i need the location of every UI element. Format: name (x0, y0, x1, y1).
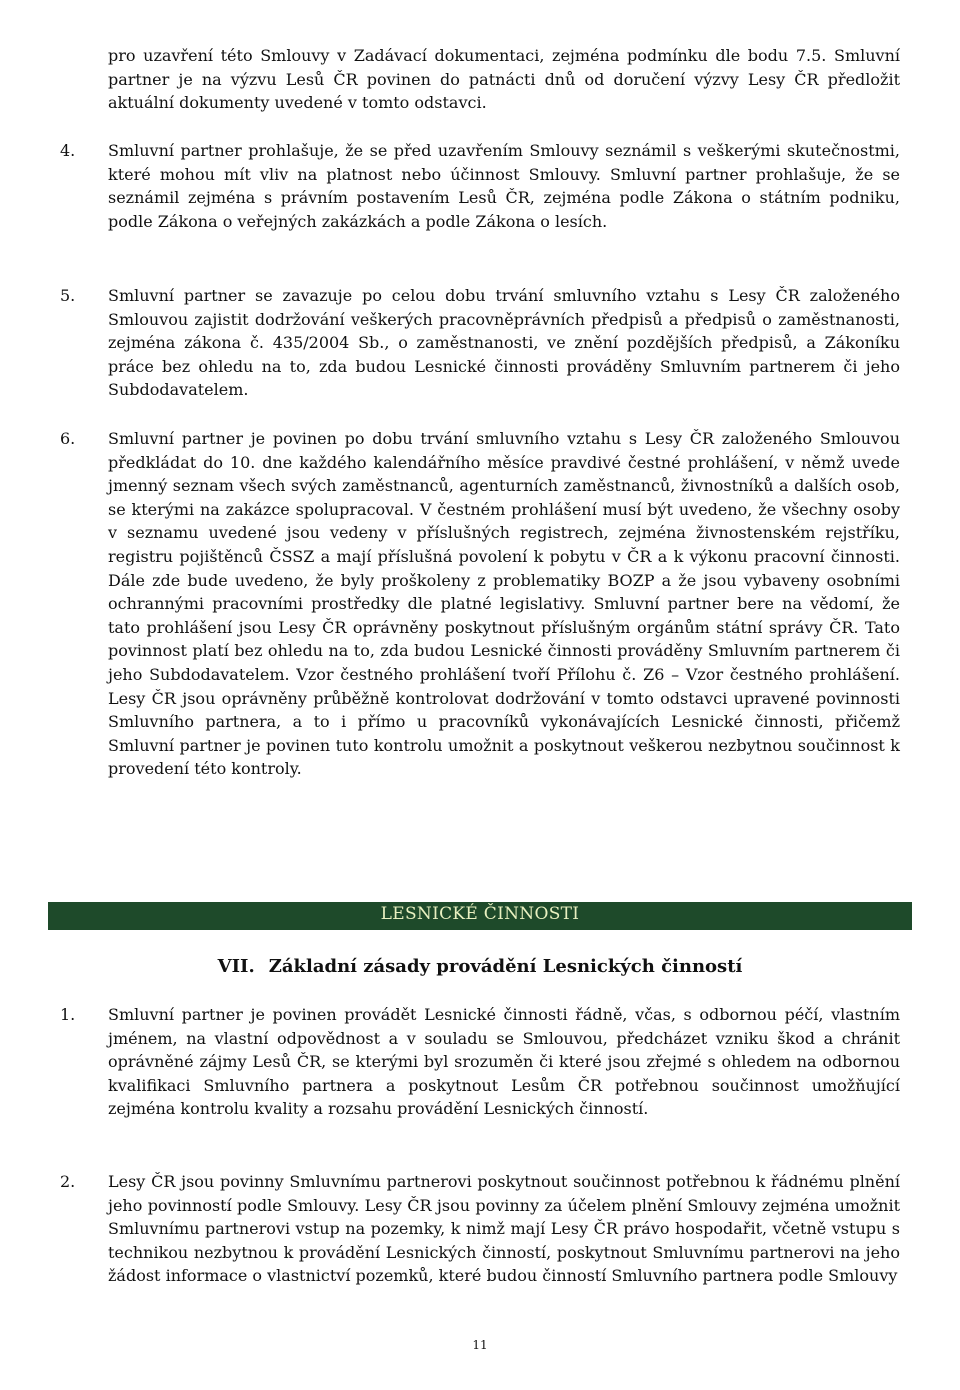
page-number: 11 (472, 1338, 488, 1352)
section-title: Základní zásady provádění Lesnických činností (268, 956, 743, 977)
section-banner-title: LESNICKÉ ČINNOSTI (380, 904, 580, 924)
item-paragraph-6: Smluvní partner je povinen po dobu trvání smluvního vztahu s Lesy ČR založeného Smlouvou předkládat do 10. dne každého kalendářního měsíce pravdivé čestné prohlášení, v němž uvede jmenný seznam všech svých zaměstnanců, agenturních zaměstnanců, živnostníků a dalších osob, se kterými na zakázce spolupracoval. V čestném prohlášení musí být uvedeno, že všechny osoby v seznamu uvedené jsou vedeny v příslušných registrech, zejména živnostenském rejstříku, registru pojištěnců ČSSZ a mají příslušná povolení k pobytu v ČR a k výkonu pracovní činnosti. Dále zde bude uvedeno, že byly proškoleny z problematiky BOZP a že jsou vybaveny osobními ochrannými pracovními prostředky dle platné legislativy. Smluvní partner bere na vědomí, že tato prohlášení jsou Lesy ČR oprávněny poskytnout příslušným orgánům státní správy ČR. Tato povinnost platí bez ohledu na to, zda budou Lesnické činnosti prováděny Smluvním partnerem či jeho Subdodavatelem. Vzor čestného prohlášení tvoří Přílohu č. Z6 – Vzor čestného prohlášení. Lesy ČR jsou oprávněny průběžně kontrolovat dodržování v tomto odstavci upravené povinnosti Smluvního partnera, a to i přímo u pracovníků vykonávajících Lesnické činnosti, přičemž Smluvní partner je povinen tuto kontrolu umožnit a poskytnout veškerou nezbytnou součinnost k provedení této kontroly. (108, 429, 900, 779)
item-number-5: 5. (60, 286, 76, 305)
item-paragraph-1: Smluvní partner je povinen provádět Lesnické činnosti řádně, včas, s odbornou péčí, vlastním jménem, na vlastní odpovědnost a v souladu se Smlouvou, předcházet vzniku škod a chránit oprávněné zájmy Lesů ČR, se kterými byl srozuměn či které jsou zřejmé s ohledem na odbornou kvalifikaci Smluvního partnera a poskytnout Lesům ČR potřebnou součinnost umožňující zejména kontrolu kvality a rozsahu provádění Lesnických činností. (108, 1005, 900, 1119)
item-paragraph-4: Smluvní partner prohlašuje, že se před uzavřením Smlouvy seznámil s veškerými skutečnostmi, které mohou mít vliv na platnost nebo účinnost Smlouvy. Smluvní partner prohlašuje, že se seznámil zejména s právním postavením Lesů ČR, zejména podle Zákona o státním podniku, podle Zákona o veřejných zakázkách a podle Zákona o lesích. (108, 141, 900, 231)
item-paragraph-2: Lesy ČR jsou povinny Smluvnímu partnerovi poskytnout součinnost potřebnou k řádnému plnění jeho povinností podle Smlouvy. Lesy ČR jsou povinny za účelem plnění Smlouvy zejména umožnit Smluvnímu partnerovi vstup na pozemky, k nimž mají Lesy ČR právo hospodařit, včetně vstupu s technikou nezbytnou k provádění Lesnických činností, poskytnout Smluvnímu partnerovi na jeho žádost informace o vlastnictví pozemků, které budou činností Smluvního partnera podle Smlouvy (108, 1172, 900, 1286)
item-number-1: 1. (60, 1005, 76, 1024)
item-number-4: 4. (60, 141, 76, 160)
section-heading (0, 956, 960, 977)
continuation-paragraph: pro uzavření této Smlouvy v Zadávací dokumentaci, zejména podmínku dle bodu 7.5. Smluvní partner je na výzvu Lesů ČR povinen do patnácti dnů od doručení výzvy Lesy ČR předložit aktuální dokumenty uvedené v tomto odstavci. (108, 46, 900, 113)
item-number-2: 2. (60, 1172, 76, 1191)
item-paragraph-5: Smluvní partner se zavazuje po celou dobu trvání smluvního vztahu s Lesy ČR založeného Smlouvou zajistit dodržování veškerých pracovněprávních předpisů a předpisů o zaměstnanosti, zejména zákona č. 435/2004 Sb., o zaměstnanosti, ve znění pozdějších předpisů, a Zákoníku práce bez ohledu na to, zda budou Lesnické činnosti prováděny Smluvním partnerem či jeho Subdodavatelem. (108, 286, 900, 400)
item-number-6: 6. (60, 429, 76, 448)
section-roman-numeral: VII. (217, 956, 255, 977)
section-banner (48, 902, 912, 930)
